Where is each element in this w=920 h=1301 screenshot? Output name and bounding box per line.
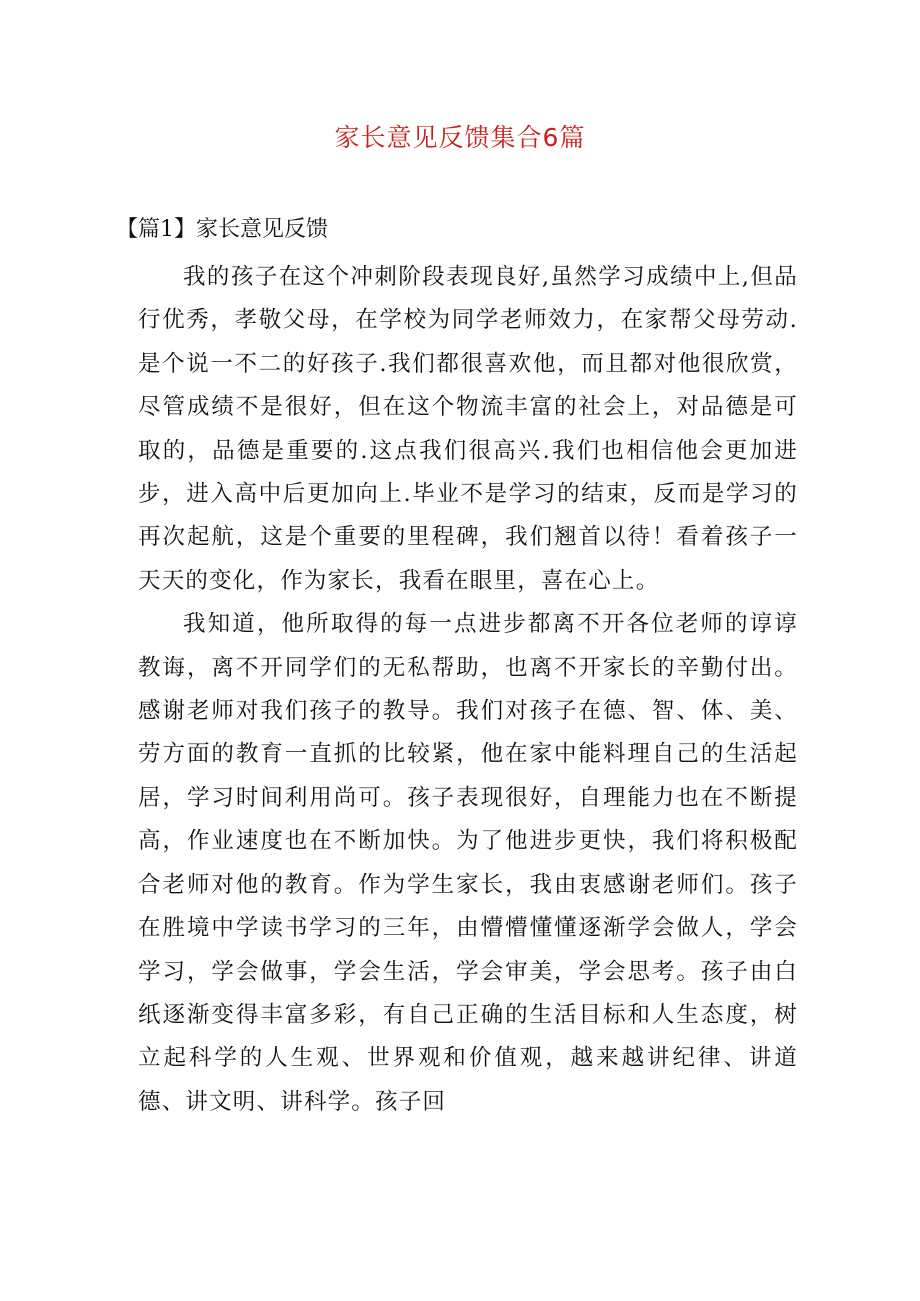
document-body (138, 256, 798, 1124)
section-heading: 【篇1】家长意见反馈 (116, 217, 328, 242)
paragraph-1: 我的孩子在这个冲刺阶段表现良好,虽然学习成绩中上,但品行优秀，孝敬父母，在学校为同学老师效力，在家帮父母劳动.是个说一不二的好孩子.我们都很喜欢他，而且都对他很欣赏，尽管成绩不是很好，但在这个物流丰富的社会上，对品德是可取的，品德是重要的.这点我们很高兴.我们也相信他会更加进步，进入高中后更加向上.毕业不是学习的结束，反而是学习的再次起航，这是个重要的里程碑，我们翘首以待！看着孩子一天天的变化，作为家长，我看在眼里，喜在心上。 (138, 264, 798, 594)
paragraph-2: 我知道，他所取得的每一点进步都离不开各位老师的谆谆教诲，离不开同学们的无私帮助，也离不开家长的辛勤付出。感谢老师对我们孩子的教导。我们对孩子在德、智、体、美、劳方面的教育一直抓的比较紧，他在家中能料理自己的生活起居，学习时间利用尚可。孩子表现很好，自理能力也在不断提高，作业速度也在不断加快。为了他进步更快，我们将积极配合老师对他的教育。作为学生家长，我由衷感谢老师们。孩子在胜境中学读书学习的三年，由懵懵懂懂逐渐学会做人，学会学习，学会做事，学会生活，学会审美，学会思考。孩子由白纸逐渐变得丰富多彩，有自己正确的生活目标和人生态度，树立起科学的人生观、世界观和价值观，越来越讲纪律、讲道德、讲文明、讲科学。孩子回 (138, 611, 798, 1115)
document-title: 家长意见反馈集合6篇 (334, 123, 586, 152)
